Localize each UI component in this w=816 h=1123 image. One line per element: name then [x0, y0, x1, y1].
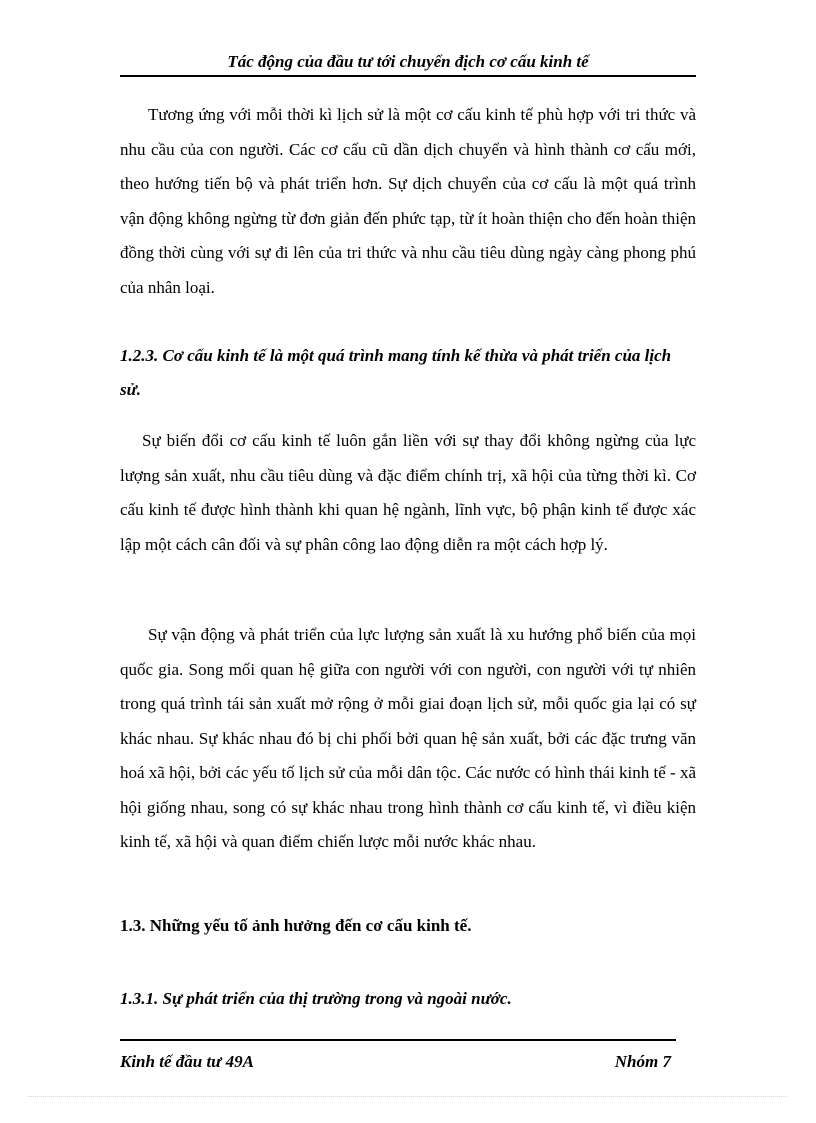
- footer-rule: [120, 1039, 676, 1041]
- body-paragraph-2: Sự biến đổi cơ cấu kinh tế luôn gắn liền với sự thay đổi không ngừng của lực lượng sản xuất, nhu cầu tiêu dùng và đặc điểm chính trị, xã hội của từng thời kì. Cơ cấu kinh tế được hình thành khi quan hệ ngành, lĩnh vực, bộ phận kinh tế được xác lập một cách cân đối và sự phân công lao động diễn ra một cách hợp lý.: [120, 431, 696, 554]
- section-heading-1-3-1: 1.3.1. Sự phát triển của thị trường trong và ngoài nước.: [120, 989, 512, 1008]
- section-heading-1-2-3: 1.2.3. Cơ cấu kinh tế là một quá trình mang tính kế thừa và phát triển của lịch sử.: [120, 346, 672, 399]
- footer-course-label: Kinh tế đầu tư 49A: [120, 1052, 254, 1071]
- page-bottom-edge: [28, 1096, 788, 1097]
- body-paragraph-1: Tương ứng với mỗi thời kì lịch sử là một cơ cấu kinh tế phù hợp với tri thức và nhu cầu của con người. Các cơ cấu cũ dần dịch chuyển và hình thành cơ cấu mới, theo hướng tiến bộ và phát triển hơn. Sự dịch chuyển của cơ cấu là một quá trình vận động không ngừng từ đơn giản đến phức tạp, từ ít hoàn thiện cho đến hoàn thiện đồng thời cùng với sự đi lên của tri thức và nhu cầu tiêu dùng ngày càng phong phú của nhân loại.: [120, 105, 696, 297]
- header-rule: [120, 75, 696, 77]
- section-heading-1-3: 1.3. Những yếu tố ảnh hưởng đến cơ cấu kinh tế.: [120, 916, 472, 935]
- running-header-title: Tác động của đầu tư tới chuyển địch cơ cấu kinh tế: [227, 52, 589, 71]
- body-paragraph-3: Sự vận động và phát triển của lực lượng sản xuất là xu hướng phổ biến của mọi quốc gia. Song mối quan hệ giữa con người với con người, con người với tự nhiên trong quá trình tái sản xuất mở rộng ở mỗi giai đoạn lịch sử, mỗi quốc gia lại có sự khác nhau. Sự khác nhau đó bị chi phối bởi quan hệ sản xuất, bởi các đặc trưng văn hoá xã hội, bởi các yếu tố lịch sử của mỗi dân tộc. Các nước có hình thái kinh tế - xã hội giống nhau, song có sự khác nhau trong hình thành cơ cấu kinh tế, vì điều kiện kinh tế, xã hội và quan điểm chiến lược mỗi nước khác nhau.: [120, 625, 696, 851]
- footer-group-label: Nhóm 7: [614, 1052, 671, 1071]
